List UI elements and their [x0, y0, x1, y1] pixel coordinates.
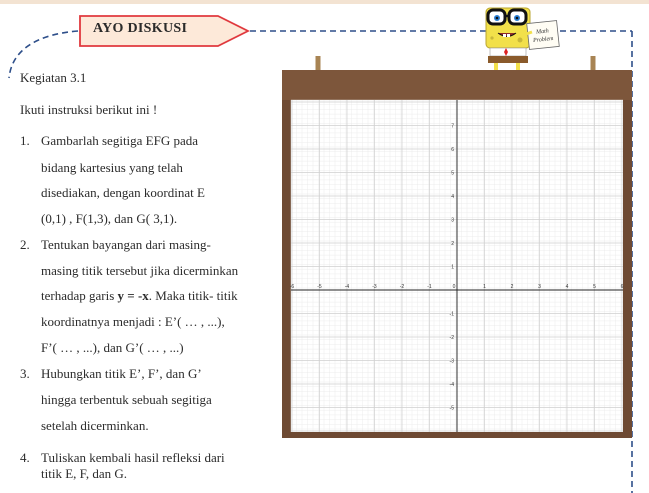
item-1-number: 1.	[20, 133, 30, 148]
item-1-line-3: disediakan, dengan koordinat E	[41, 185, 205, 200]
x-tick-label: 1	[483, 284, 486, 290]
y-tick-label: 7	[451, 123, 454, 130]
y-tick-label: 2	[451, 241, 454, 247]
item-4-line-2: titik E, F, dan G.	[41, 466, 127, 481]
y-tick-label: 4	[451, 194, 454, 200]
item-1-line-4: (0,1) , F(1,3), dan G( 3,1).	[41, 211, 178, 226]
y-tick-label: 1	[451, 264, 454, 271]
y-tick-label: -1	[449, 311, 454, 318]
item-1-line-2: bidang kartesius yang telah	[41, 160, 183, 175]
mascot-sign-text	[528, 22, 560, 48]
item-1-line-1: Gambarlah segitiga EFG pada	[41, 133, 199, 148]
y-tick-label: -5	[449, 405, 454, 412]
y-tick-label: -2	[449, 335, 454, 341]
sign-word-math: Math	[535, 28, 550, 36]
mirror-line-equation: y = -x	[117, 288, 149, 303]
x-tick-label: 4	[565, 284, 569, 290]
item-2-line-3-before: terhadap garis	[41, 288, 118, 303]
x-tick-label: -3	[372, 284, 377, 290]
x-tick-label: -4	[344, 284, 350, 290]
banner-title: AYO DISKUSI	[93, 21, 188, 36]
item-2-line-5: F’( … , ...), dan G’( … , ...)	[41, 340, 184, 355]
item-4-number: 4.	[20, 450, 30, 465]
x-tick-label: -6	[289, 284, 295, 290]
item-3-number: 3.	[20, 366, 30, 381]
item-2-line-1: Tentukan bayangan dari masing-	[41, 237, 211, 252]
x-tick-label: -1	[427, 284, 432, 290]
x-tick-label: 5	[593, 284, 596, 290]
item-4-line-1: Tuliskan kembali hasil refleksi dari	[41, 450, 225, 465]
activity-intro: Ikuti instruksi berikut ini !	[20, 102, 158, 117]
item-3-line-2: hingga terbentuk sebuah segitiga	[41, 392, 212, 407]
item-2-line-3	[41, 287, 238, 305]
y-tick-label: 6	[451, 147, 454, 153]
x-tick-label: 0	[452, 284, 456, 290]
item-2-line-4: koordinatnya menjadi : E’( … , ...),	[41, 314, 225, 329]
item-2-line-2: masing titik tersebut jika dicerminkan	[41, 263, 239, 278]
item-2-number: 2.	[20, 237, 30, 252]
item-3-line-3: setelah dicerminkan.	[41, 418, 149, 433]
item-3-line-1: Hubungkan titik E’, F’, dan G’	[41, 366, 202, 381]
wood-top-plank	[282, 70, 632, 100]
y-tick-label: 5	[451, 170, 454, 177]
cartesian-board	[282, 56, 637, 441]
x-tick-label: 6	[620, 284, 624, 290]
x-tick-label: -2	[399, 284, 405, 290]
sign-word-problem: Problem	[532, 35, 554, 45]
y-tick-label: 3	[451, 217, 454, 224]
y-tick-label: -3	[449, 358, 454, 365]
y-tick-label: -4	[449, 382, 454, 388]
x-tick-label: 2	[510, 284, 514, 290]
x-tick-label: 3	[538, 284, 541, 290]
item-2-line-3-after: . Maka titik- titik	[148, 288, 238, 303]
activity-heading: Kegiatan 3.1	[20, 70, 87, 85]
x-tick-label: -5	[317, 284, 322, 290]
